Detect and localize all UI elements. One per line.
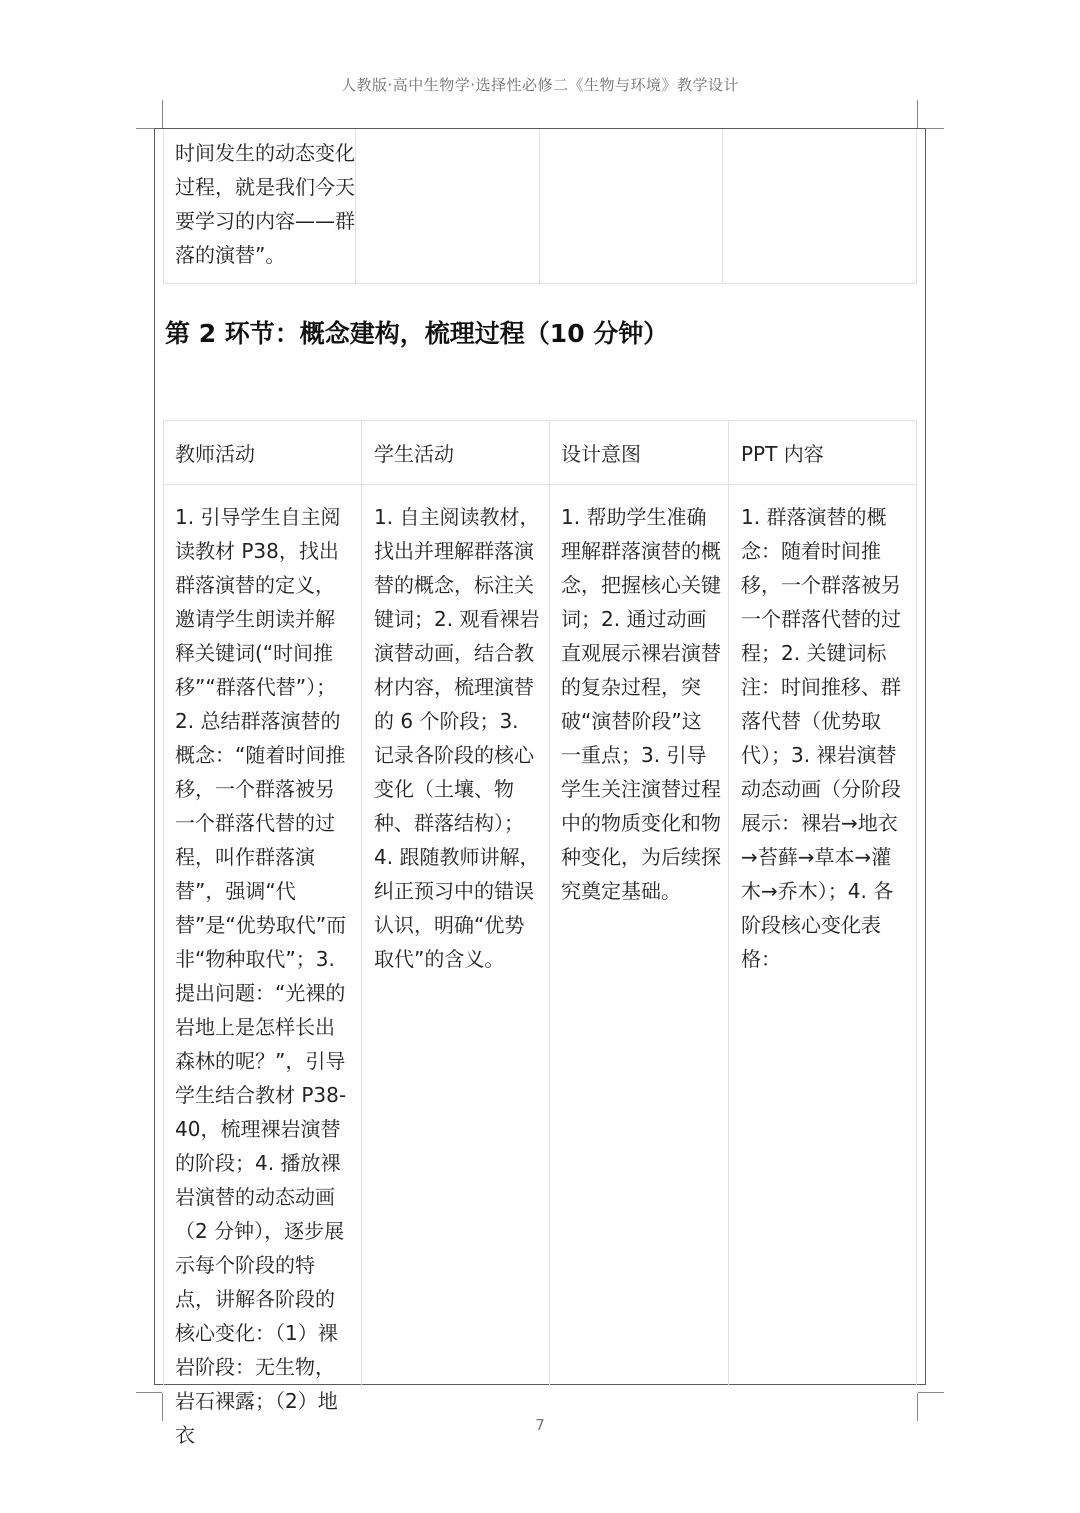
crop-mark-top-right-v xyxy=(917,100,918,128)
cell-design-intent: 1. 帮助学生准确理解群落演替的概念，把握核心关键词；2. 通过动画直观展示裸岩演替的复杂过程，突破“演替阶段”这一重点；3. 引导学生关注演替过程中的物质变化和物种变化，为后续探究奠定基础。 xyxy=(561,505,721,903)
cell-student-activity: 1. 自主阅读教材，找出并理解群落演替的概念，标注关键词；2. 观看裸岩演替动画，结合教材内容，梳理演替的 6 个阶段；3. 记录各阶段的核心变化（土壤、物种、群落结构）；4. 跟随教师讲解，纠正预习中的错误认识，明确“优势取代”的含义。 xyxy=(374,505,540,971)
crop-mark-bottom-left-h xyxy=(136,1392,162,1393)
header-student-activity: 学生活动 xyxy=(374,442,454,466)
table-left-border xyxy=(163,420,164,1385)
prev-table-cell-text: 时间发生的动态变化过程，就是我们今天要学习的内容——群落的演替”。 xyxy=(175,141,355,267)
page-header: 人教版·高中生物学·选择性必修二《生物与环境》教学设计 xyxy=(340,76,740,94)
crop-mark-bottom-right-h xyxy=(918,1392,944,1393)
table-top-border xyxy=(163,420,917,421)
prev-table-left-border xyxy=(163,129,164,283)
header-teacher-activity: 教师活动 xyxy=(175,442,255,466)
page-number: 7 xyxy=(535,1416,545,1434)
table-col-divider-3 xyxy=(728,420,729,1385)
cell-teacher-activity: 1. 引导学生自主阅读教材 P38，找出群落演替的定义，邀请学生朗读并解释关键词(“时间推移”“群落代替”）；2. 总结群落演替的概念：“随着时间推移，一个群落被另一个群落代替的过程，叫作群落演替”，强调“代替”是“优势取代”而非“物种取代”；3. 提出问题：“光裸的岩地上是怎样长出森林的呢？”，引导学生结合教材 P38-40，梳理裸岩演替的阶段；4. 播放裸岩演替的动态动画（2 分钟），逐步展示每个阶段的特点，讲解各阶段的核心变化：（1）裸岩阶段：无生物，岩石裸露；（2）地衣 xyxy=(175,505,347,1447)
table-col-divider-1 xyxy=(361,420,362,1385)
crop-mark-top-left-v xyxy=(162,100,163,128)
table-right-border xyxy=(916,420,917,1385)
table-header-divider xyxy=(163,484,917,485)
prev-table-right-border xyxy=(916,129,917,283)
prev-table-divider-3 xyxy=(722,129,723,283)
header-design-intent: 设计意图 xyxy=(561,442,641,466)
prev-table-bottom-border xyxy=(163,283,917,284)
header-ppt-content: PPT 内容 xyxy=(741,442,824,466)
prev-table-divider-2 xyxy=(539,129,540,283)
prev-table-divider-1 xyxy=(355,129,356,283)
section-title: 第 2 环节：概念建构，梳理过程（10 分钟） xyxy=(165,319,669,348)
table-col-divider-2 xyxy=(549,420,550,1385)
cell-ppt-content: 1. 群落演替的概念：随着时间推移，一个群落被另一个群落代替的过程；2. 关键词标注：时间推移、群落代替（优势取代）；3. 裸岩演替动态动画（分阶段展示：裸岩→地衣→苔藓→草本→灌木→乔木）；4. 各阶段核心变化表格： xyxy=(741,505,901,971)
